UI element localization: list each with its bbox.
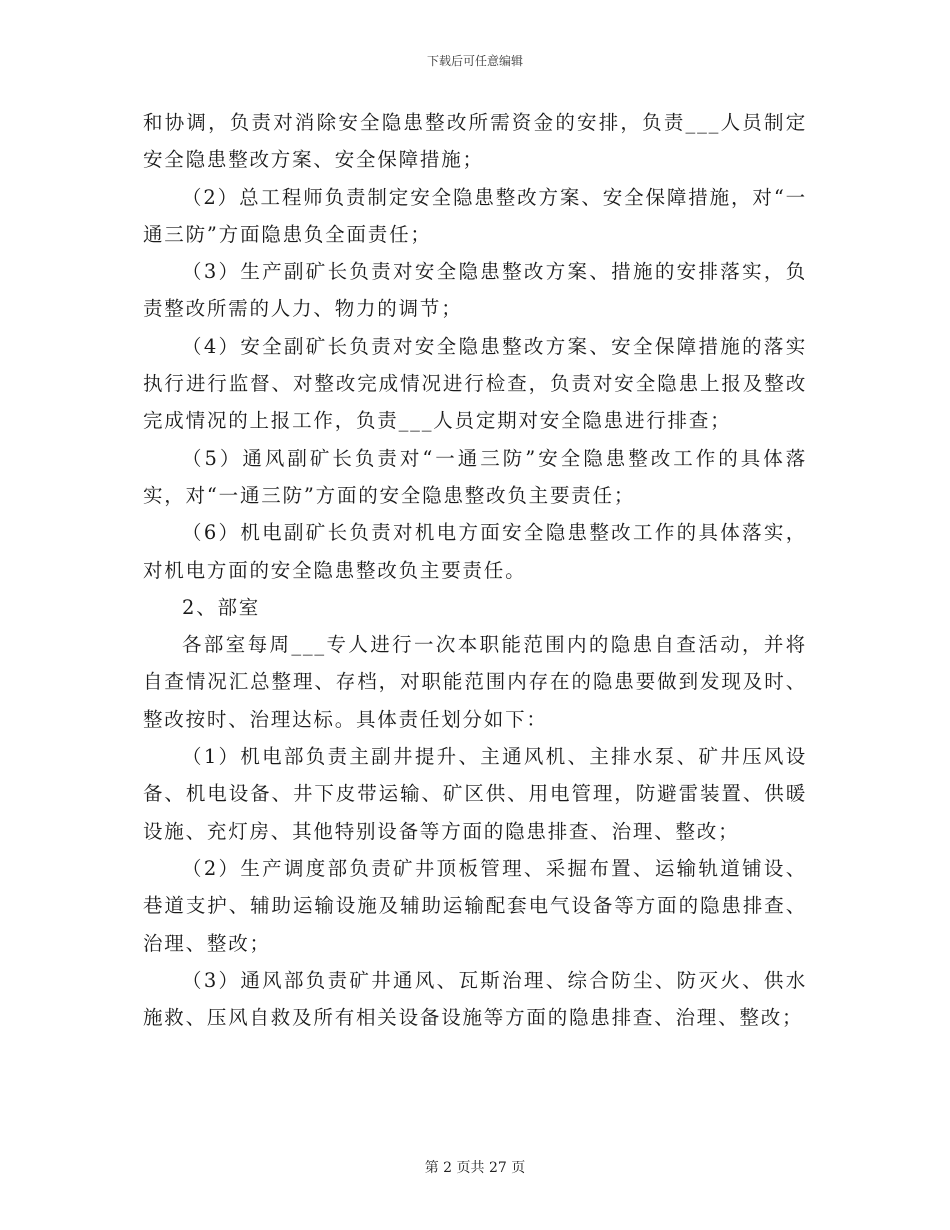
paragraph-item-3: （3）生产副矿长负责对安全隐患整改方案、措施的安排落实，负责整改所需的人力、物力的调节；	[143, 260, 807, 321]
paragraph-dept-item-3: （3）通风部负责矿井通风、瓦斯治理、综合防尘、防灭火、供水施救、压风自救及所有相关设备设施等方面的隐患排查、治理、整改；	[143, 968, 807, 1030]
page-header: 下载后可任意编辑	[426, 54, 523, 68]
paragraph-item-5: （5）通风副矿长负责对“一通三防”安全隐患整改工作的具体落实，对“一通三防”方面的安全隐患整改负主要责任；	[143, 446, 807, 507]
paragraph-departments-intro: 各部室每周___专人进行一次本职能范围内的隐患自查活动，并将自查情况汇总整理、存档，对职能范围内存在的隐患要做到发现及时、整改按时、治理达标。具体责任划分如下：	[143, 633, 807, 731]
paragraph-dept-item-1: （1）机电部负责主副井提升、主通风机、主排水泵、矿井压风设备、机电设备、井下皮带运输、矿区供、用电管理，防避雷装置、供暖设施、充灯房、其他特别设备等方面的隐患排查、治理、整改；	[143, 745, 807, 843]
paragraph-dept-item-2: （2）生产调度部负责矿井顶板管理、采掘布置、运输轨道铺设、巷道支护、辅助运输设施及辅助运输配套电气设备等方面的隐患排查、治理、整改；	[143, 856, 807, 955]
page-number: 第 2 页共 27 页	[424, 1160, 526, 1176]
paragraph-item-2: （2）总工程师负责制定安全隐患整改方案、安全保障措施，对“一通三防”方面隐患负全面责任；	[143, 185, 807, 246]
section-heading-departments: 2、部室	[182, 595, 261, 619]
paragraph-item-6: （6）机电副矿长负责对机电方面安全隐患整改工作的具体落实，对机电方面的安全隐患整改负主要责任。	[143, 521, 807, 582]
document-body	[143, 104, 807, 1036]
paragraph-continuation: 和协调，负责对消除安全隐患整改所需资金的安排，负责___人员制定安全隐患整改方案、安全保障措施；	[143, 111, 807, 172]
paragraph-item-4: （4）安全副矿长负责对安全隐患整改方案、安全保障措施的落实执行进行监督、对整改完成情况进行检查，负责对安全隐患上报及整改完成情况的上报工作，负责___人员定期对安全隐患进行排查；	[143, 334, 807, 433]
